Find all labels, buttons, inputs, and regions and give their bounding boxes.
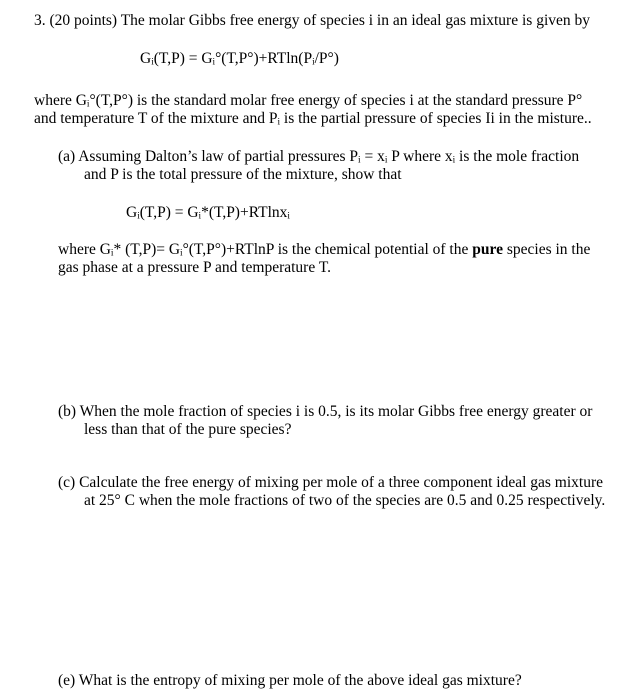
part-a-where-line-1 — [58, 241, 590, 259]
part-b-line-2: less than that of the pure species? — [84, 421, 292, 438]
part-a-line-2: and P is the total pressure of the mixture, show that — [84, 166, 402, 183]
definition-line-1: where Gᵢ°(T,P°) is the standard molar free energy of species i at the standard pressure P° — [34, 92, 583, 109]
problem-header: 3. (20 points) The molar Gibbs free energy of species i in an ideal gas mixture is given by — [34, 12, 591, 29]
part-e-line-1: (e) What is the entropy of mixing per mole of the above ideal gas mixture? — [58, 672, 522, 689]
part-a-equation: Gᵢ(T,P) = Gᵢ*(T,P)+RTlnxᵢ — [126, 204, 290, 221]
part-c-line-2: at 25° C when the mole fractions of two of the species are 0.5 and 0.25 respectively. — [84, 492, 606, 509]
part-a-where-bold: pure — [472, 241, 503, 258]
definition-line-2: and temperature T of the mixture and Pᵢ is the partial pressure of species Ii in the misture.. — [34, 110, 592, 127]
part-c-line-1: (c) Calculate the free energy of mixing per mole of a three component ideal gas mixture — [58, 474, 604, 491]
part-b-line-1: (b) When the mole fraction of species i is 0.5, is its molar Gibbs free energy greater or — [58, 403, 593, 420]
part-a-line-1: (a) Assuming Dalton’s law of partial pressures Pᵢ = xᵢ P where xᵢ is the mole fraction — [58, 148, 580, 165]
part-a-where-post: species in the — [502, 241, 591, 258]
part-a-where-line-2: gas phase at a pressure P and temperature T. — [58, 259, 332, 276]
part-a-where-pre: where Gᵢ* (T,P)= Gᵢ°(T,P°)+RTlnP is the chemical potential of the — [58, 241, 473, 258]
gibbs-equation: Gᵢ(T,P) = Gᵢ°(T,P°)+RTln(Pᵢ/P°) — [140, 50, 339, 67]
